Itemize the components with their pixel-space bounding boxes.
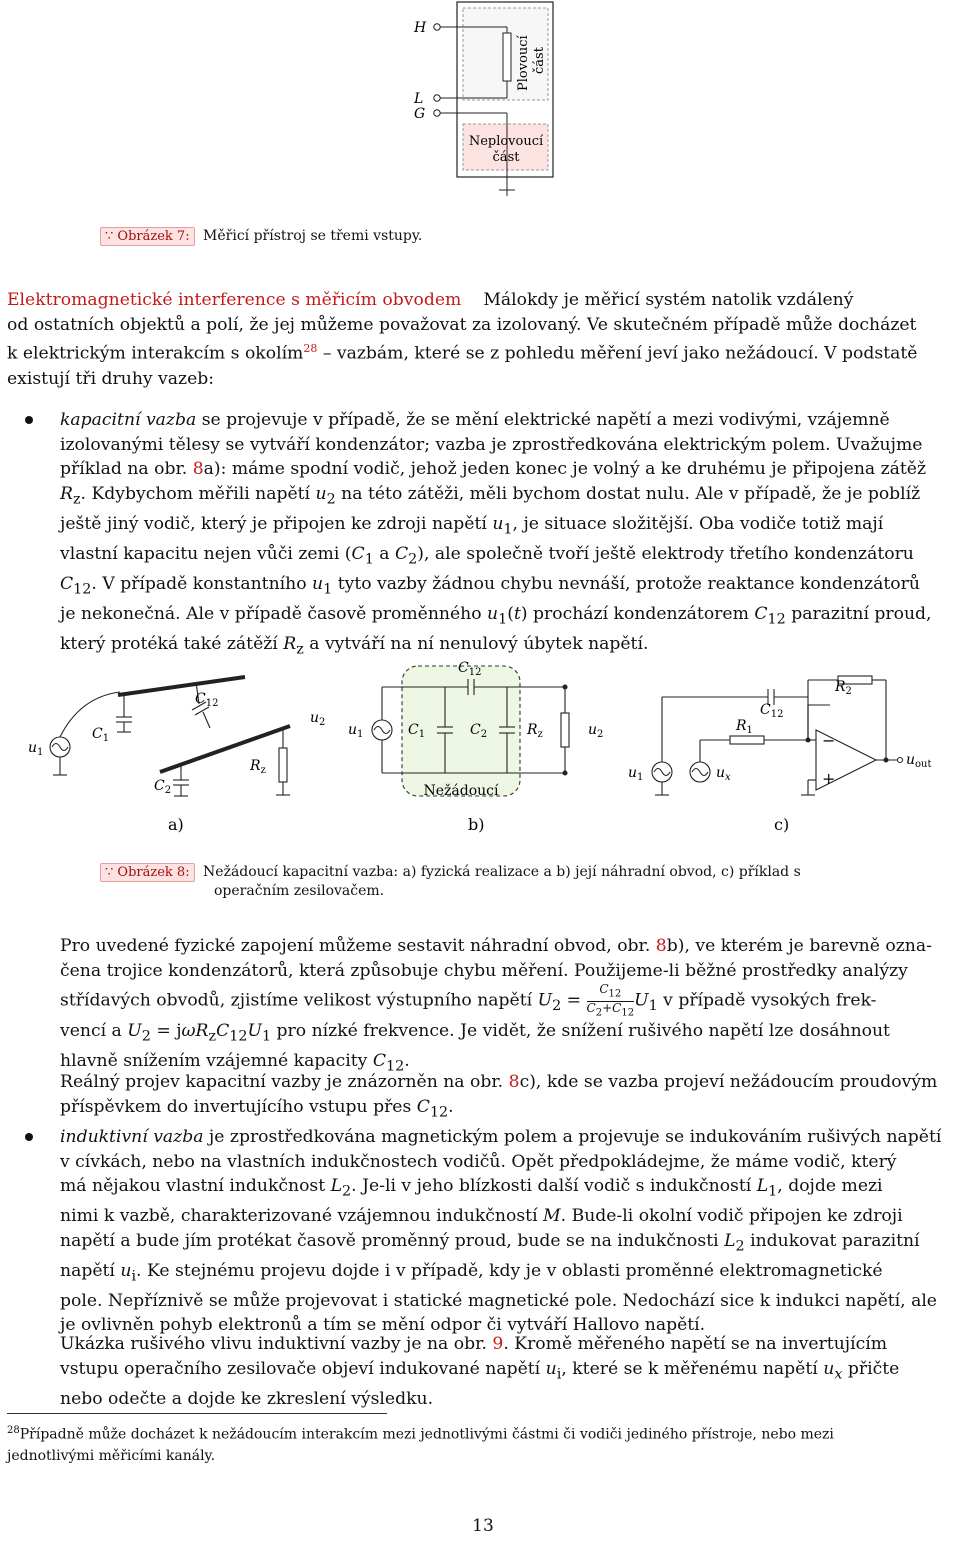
fig8b-rz: R — [527, 722, 538, 738]
intro-line-3b: – vazbám, které se z pohledu měření jeví jako nežádoucí. V podstatě — [317, 343, 918, 364]
b2-line: napětí $u_i$. Ke stejnému projevu dojde i v případě, kdy je v oblasti proměnné elektromagnetické — [60, 1260, 883, 1285]
b2-line: napětí a bude jím protékat časově proměnný proud, bude se na indukčnosti $L_2$ indukovat parazitní — [60, 1230, 920, 1255]
paragraph-equivalent-circuit — [60, 934, 958, 1079]
svg-text:R2: $R_2$ — [835, 679, 852, 697]
b1-line: vlastní kapacitu nejen vůči zemi ($C_1$ a $C_2$), ale společně tvoří ještě elektrody třetího kondenzátoru — [60, 543, 914, 568]
svg-text:C12: $C_{12}$ — [458, 660, 482, 678]
svg-text:uout: $u_{out}$ — [906, 752, 932, 770]
svg-text:R1: $R_1$ — [736, 718, 753, 736]
figure-7-caption-tag: ∵ Obrázek 7: — [100, 227, 195, 246]
footnote-ref[interactable]: 28 — [303, 342, 318, 356]
fig7-nonfloating-label-2: část — [492, 150, 520, 165]
intro-line-1: Málokdy je měřicí systém natolik vzdálený — [483, 290, 854, 310]
fig8a-c2: C — [154, 778, 165, 794]
b1-line: příklad na obr. 8a): máme spodní vodič, jehož jeden konec je volný a ke druhému je připojena zátěž — [60, 459, 927, 480]
fig8b-tag: b) — [468, 815, 485, 834]
svg-text:Rz: $R_z$ — [527, 722, 543, 740]
fig8c-plus: + — [822, 769, 836, 788]
b1-line: je nekonečná. Ale v případě časově proměnného $u_1(t)$ prochází kondenzátorem $C_{12}$ parazitní proud, — [60, 603, 932, 628]
b2-line: je ovlivněn pohyb elektronů a tím se mění odpor či vytváří Hallovo napětí. — [60, 1315, 706, 1336]
b2-line: má nějakou vlastní indukčnost $L_2$. Je-li v jeho blízkosti další vodič s indukčností $L_1$, dojde mezi — [60, 1176, 883, 1200]
intro-line-4: existují tři druhy vazeb: — [7, 368, 215, 389]
p2-line: hlavně snížením vzájemné kapacity $C_{12}$. — [60, 1051, 410, 1075]
fig8c-minus: − — [822, 731, 836, 750]
fig7-label-l: L — [414, 91, 424, 107]
fig8b-c12: C — [458, 660, 469, 676]
b2-line: pole. Nepříznivě se může projevovat i statické magnetické pole. Nedochází sice k indukci napětí, ale — [60, 1290, 937, 1311]
footnote-mark: 28 — [7, 1425, 20, 1436]
bullet-1-text — [60, 408, 958, 662]
paragraph-inductive-example — [60, 1332, 958, 1411]
fig8c-c12: C — [760, 702, 771, 718]
page-number: 13 — [472, 1516, 494, 1536]
fig8b-u1: u — [348, 722, 358, 738]
fig8a-u2: u — [310, 710, 320, 726]
p4-line: vstupu operačního zesilovače objeví indukované napětí $u_i$, které se k měřenému napětí $u_x$ přičte — [60, 1358, 900, 1383]
figure-7-diagram — [400, 0, 570, 200]
figure-7-caption-text: Měřicí přístroj se třemi vstupy. — [203, 228, 423, 244]
fig7-nonfloating-label-1: Neplovoucí — [468, 134, 544, 149]
svg-text:Rz: $R_z$ — [250, 758, 266, 776]
fig8c-u1: u — [628, 765, 638, 781]
svg-text:u1: $u_1$ — [28, 740, 44, 758]
svg-text:ux: $u_x$ — [716, 765, 731, 783]
intro-line-3a: k elektrickým interakcím s okolím — [7, 343, 304, 364]
intro-line-2: od ostatních objektů a polí, že jej můžeme považovat za izolovaný. Ve skutečném případě může docházet — [7, 314, 917, 335]
bullet-2-text — [60, 1125, 958, 1338]
fig7-label-h: H — [414, 20, 427, 36]
p2-line: čena trojice kondenzátorů, která způsobuje chybu měření. Použijeme-li běžné prostředky analýzy — [60, 960, 908, 981]
figure-8-caption — [100, 863, 880, 900]
fig8a-tag: a) — [168, 815, 184, 834]
svg-text:C2: $C_2$ — [154, 778, 172, 796]
footnote-line-2: jednotlivými měřicími kanály. — [7, 1447, 216, 1464]
p4-line: nebo odečte a dojde ke zkreslení výsledku. — [60, 1388, 434, 1409]
figure-8-caption-line-2: operačním zesilovačem. — [214, 883, 385, 899]
section-intro — [7, 288, 958, 391]
fig8a-c12: C — [195, 691, 206, 707]
fig8b-undesired-label: Nežádoucí — [423, 783, 499, 799]
figure-8-caption-tag: ∵ Obrázek 8: — [100, 863, 195, 882]
b1-line: $C_{12}$. V případě konstantního $u_1$ tyto vazby žádnou chybu nevnáší, protože reaktance kondenzátorů — [60, 573, 920, 598]
fig8a-rz: R — [250, 758, 261, 774]
b2-line: v cívkách, nebo na vlastních indukčnostech vodičů. Opět předpokládejme, že máme vodič, který — [60, 1151, 897, 1172]
fig8b-c1: C — [408, 722, 419, 738]
svg-text:C2: $C_2$ — [470, 722, 488, 740]
svg-text:C12: $C_{12}$ — [195, 691, 219, 709]
fig8a-u1: u — [28, 740, 38, 756]
svg-text:C12: $C_{12}$ — [760, 702, 784, 720]
section-title: Elektromagnetické interference s měřicím obvodem — [7, 290, 462, 310]
p4-line: Ukázka rušivého vlivu induktivní vazby je na obr. 9. Kromě měřeného napětí se na invertujícím — [60, 1334, 888, 1354]
fig7-floating-label-2: část — [532, 47, 547, 74]
bullet-2-marker — [25, 1133, 33, 1141]
b2-line: induktivní vazba je zprostředkována magnetickým polem a projevuje se indukováním rušivých napětí — [60, 1127, 942, 1147]
paragraph-real-manifestation — [60, 1070, 958, 1125]
figure-8-diagram — [0, 650, 960, 850]
p2-line: vencí a $U_2 = j\omega R_zC_{12}U_1$ pro nízké frekvence. Je vidět, že snížení rušivého napětí lze dosáhnout — [60, 1020, 890, 1045]
svg-text:u1: $u_1$ — [348, 722, 364, 740]
fig8b-u2: u — [588, 722, 598, 738]
fig7-floating-label-1: Plovoucí — [516, 35, 531, 91]
p2-line: Pro uvedené fyzické zapojení můžeme sestavit náhradní obvod, obr. 8b), ve kterém je barevně ozna- — [60, 936, 932, 956]
fig8a-c1: C — [92, 726, 103, 742]
b1-line: který protéká také zátěží $R_z$ a vytváří na ní nenulový úbytek napětí. — [60, 633, 649, 658]
bullet-1-marker — [25, 416, 33, 424]
fig8c-ux: u — [716, 765, 726, 781]
fig8b-c2: C — [470, 722, 481, 738]
svg-text:C1: $C_1$ — [408, 722, 426, 740]
b1-line: izolovanými tělesy se vytváří kondenzátor; vazba je zprostředkována elektrickým polem. Uvažujme — [60, 434, 923, 455]
svg-text:u2: $u_2$ — [588, 722, 604, 740]
fig8c-tag: c) — [774, 815, 790, 834]
p2-line: střídavých obvodů, zjistíme velikost výstupního napětí $U_2$ = $\frac{C_{12}}{C_2+C_{12}}$ $U_1$ v případě vysokých frek- — [60, 982, 877, 1018]
footnote-rule — [7, 1413, 387, 1414]
figure-7-caption — [100, 227, 422, 246]
b1-line: kapacitní vazba se projevuje v případě, že se mění elektrické napětí a mezi vodivými, vzájemně — [60, 410, 890, 430]
b2-line: nimi k vazbě, charakterizované vzájemnou indukčností M. Bude-li okolní vodič připojen ke zdroji — [60, 1206, 903, 1227]
p3-line: příspěvkem do invertujícího vstupu přes $C_{12}$. — [60, 1096, 454, 1121]
fig8c-r1: R — [736, 718, 747, 734]
b1-line: ještě jiný vodič, který je připojen ke zdroji napětí $u_1$, je situace složitější. Oba vodiče totiž mají — [60, 513, 884, 538]
fig8c-r2: R — [835, 679, 846, 695]
footnote — [7, 1420, 958, 1467]
fig7-label-g: G — [414, 106, 426, 122]
svg-text:C1: $C_1$ — [92, 726, 110, 744]
b1-line: $R_z$. Kdybychom měřili napětí $u_2$ na této zátěži, měli bychom dostat nulu. Ale v případě, že je poblíž — [60, 483, 921, 508]
fig8c-uout: u — [906, 752, 916, 768]
svg-text:u1: $u_1$ — [628, 765, 644, 783]
svg-text:u2: $u_2$ — [310, 710, 326, 728]
figure-8-caption-line-1: Nežádoucí kapacitní vazba: a) fyzická realizace a b) její náhradní obvod, c) příklad s — [203, 864, 801, 880]
p3-line: Reálný projev kapacitní vazby je znázorněn na obr. 8c), kde se vazba projeví nežádoucím proudovým — [60, 1072, 938, 1092]
footnote-line-1: Případně může docházet k nežádoucím interakcím mezi jednotlivými částmi či vodiči jediného přístroje, nebo mezi — [19, 1426, 834, 1443]
